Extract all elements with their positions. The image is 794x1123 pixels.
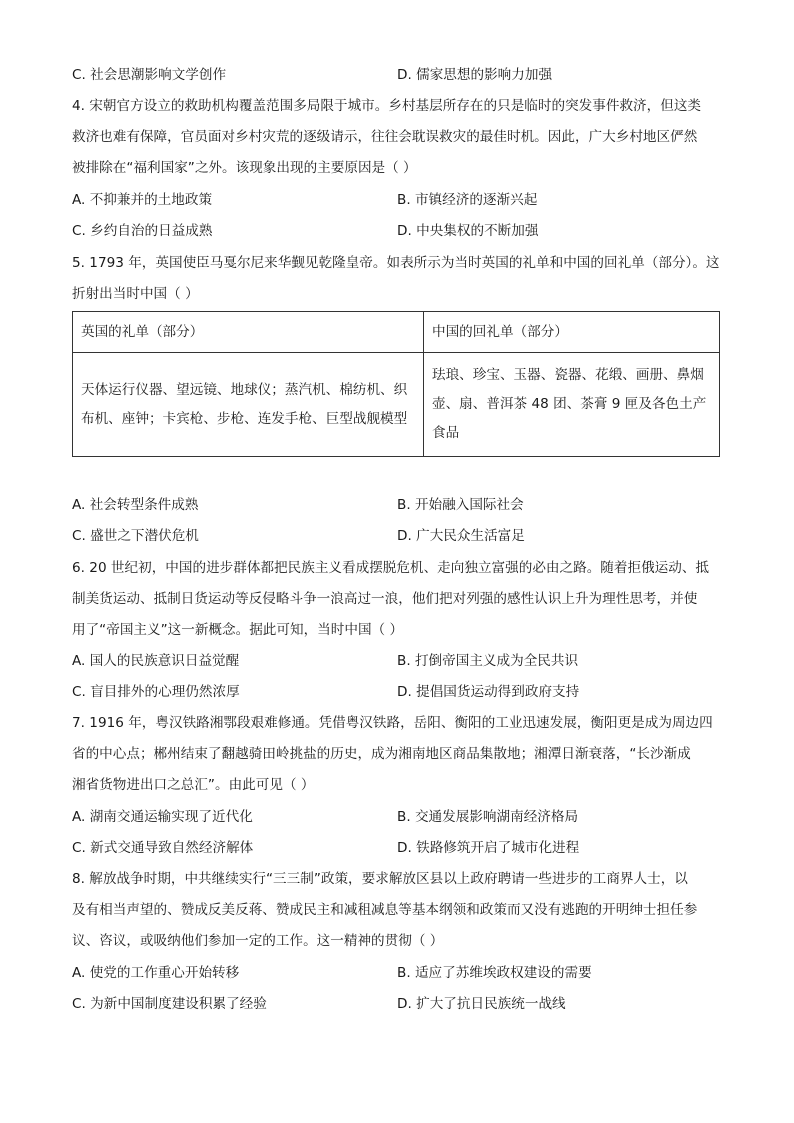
q6-option-a: A. 国人的民族意识日益觉醒 [72, 653, 240, 669]
q8-option-b: B. 适应了苏维埃政权建设的需要 [397, 965, 592, 981]
q7-option-a: A. 湖南交通运输实现了近代化 [72, 809, 253, 825]
q8-stem-line-2: 及有相当声望的、赞成反美反蒋、赞成民主和减租减息等基本纲领和政策而又没有逃跑的开明绅士担任参 [72, 902, 698, 918]
q4-option-d: D. 中央集权的不断加强 [397, 223, 539, 239]
q4-stem-line-1: 4. 宋朝官方设立的救助机构覆盖范围多局限于城市。乡村基层所存在的只是临时的突发事件救济，但这类 [72, 98, 702, 114]
table-header-row [73, 312, 720, 353]
table-cell-china-gifts: 珐琅、珍宝、玉器、瓷器、花缎、画册、鼻烟壶、扇、普洱茶 48 团、茶膏 9 匣及各色土产食品 [424, 353, 720, 457]
q4-stem-line-2: 救济也难有保障，官员面对乡村灾荒的逐级请示，往往会耽误救灾的最佳时机。因此，广大乡村地区俨然 [72, 129, 698, 145]
q8-option-a: A. 使党的工作重心开始转移 [72, 965, 240, 981]
q7-stem-line-3: 湘省货物进出口之总汇”。由此可见（ ） [72, 777, 315, 793]
q3-option-d: D. 儒家思想的影响力加强 [397, 67, 553, 83]
q5-stem-line-2: 折射出当时中国（ ） [72, 286, 199, 302]
q7-stem-line-2: 省的中心点；郴州结束了翻越骑田岭挑盐的历史，成为湘南地区商品集散地；湘潭日渐衰落，“长沙渐成 [72, 746, 691, 762]
q6-stem-line-2: 制美货运动、抵制日货运动等反侵略斗争一浪高过一浪，他们把对列强的感性认识上升为理性思考，并使 [72, 591, 698, 607]
table-header-china: 中国的回礼单（部分） [424, 312, 720, 353]
q4-stem-line-3: 被排除在“福利国家”之外。该现象出现的主要原因是（ ） [72, 160, 417, 176]
q6-stem-line-3: 用了“帝国主义”这一新概念。据此可知，当时中国（ ） [72, 622, 404, 638]
q3-option-c: C. 社会思潮影响文学创作 [72, 67, 227, 83]
table-header-britain: 英国的礼单（部分） [73, 312, 424, 353]
q5-stem-line-1: 5. 1793 年，英国使臣马戛尔尼来华觐见乾隆皇帝。如表所示为当时英国的礼单和中国的回礼单（部分）。这 [72, 255, 720, 271]
q4-option-a: A. 不抑兼并的土地政策 [72, 192, 213, 208]
q4-option-b: B. 市镇经济的逐渐兴起 [397, 192, 538, 208]
q5-option-a: A. 社会转型条件成熟 [72, 497, 199, 513]
table-cell-britain-gifts: 天体运行仪器、望远镜、地球仪；蒸汽机、棉纺机、织布机、座钟；卡宾枪、步枪、连发手枪、巨型战舰模型 [73, 353, 424, 457]
q6-option-c: C. 盲目排外的心理仍然浓厚 [72, 684, 240, 700]
q8-option-c: C. 为新中国制度建设积累了经验 [72, 996, 267, 1012]
q7-stem-line-1: 7. 1916 年，粤汉铁路湘鄂段艰难修通。凭借粤汉铁路，岳阳、衡阳的工业迅速发展，衡阳更是成为周边四 [72, 715, 713, 731]
q7-option-d: D. 铁路修筑开启了城市化进程 [397, 840, 580, 856]
q5-option-b: B. 开始融入国际社会 [397, 497, 524, 513]
table-row [73, 353, 720, 457]
gift-list-table [72, 311, 720, 457]
q7-option-c: C. 新式交通导致自然经济解体 [72, 840, 254, 856]
q5-option-d: D. 广大民众生活富足 [397, 528, 525, 544]
q5-option-c: C. 盛世之下潜伏危机 [72, 528, 199, 544]
q4-option-c: C. 乡约自治的日益成熟 [72, 223, 213, 239]
q6-option-b: B. 打倒帝国主义成为全民共识 [397, 653, 579, 669]
q7-option-b: B. 交通发展影响湖南经济格局 [397, 809, 579, 825]
q8-stem-line-3: 议、咨议，或吸纳他们参加一定的工作。这一精神的贯彻（ ） [72, 933, 444, 949]
q6-stem-line-1: 6. 20 世纪初，中国的进步群体都把民族主义看成摆脱危机、走向独立富强的必由之路。随着拒俄运动、抵 [72, 560, 710, 576]
q8-stem-line-1: 8. 解放战争时期，中共继续实行“三三制”政策，要求解放区县以上政府聘请一些进步的工商界人士，以 [72, 871, 688, 887]
q8-option-d: D. 扩大了抗日民族统一战线 [397, 996, 566, 1012]
q6-option-d: D. 提倡国货运动得到政府支持 [397, 684, 580, 700]
